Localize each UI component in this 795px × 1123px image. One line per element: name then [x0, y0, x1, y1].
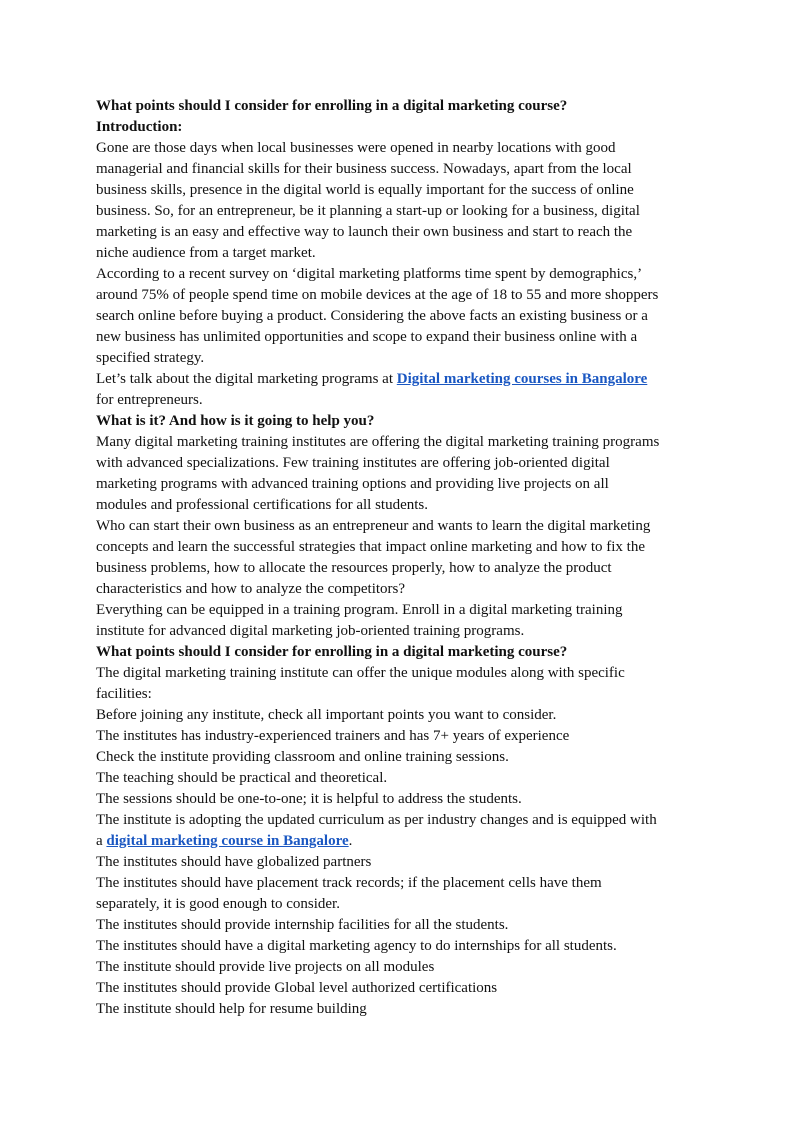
text-line: concepts and learn the successful strategies that impact online marketing and how to fix the [96, 539, 645, 555]
curriculum-line [96, 831, 704, 852]
text-line: with advanced specializations. Few training institutes are offering job-oriented digital [96, 455, 610, 471]
text-line: around 75% of people spend time on mobile devices at the age of 18 to 55 and more shoppers [96, 287, 659, 303]
help-paragraph-3 [96, 600, 704, 642]
list-item: The institutes should provide Global level authorized certifications [96, 980, 498, 996]
text-line: new business has unlimited opportunities and scope to expand their business online with a [96, 329, 638, 345]
curriculum-prefix: a [96, 833, 107, 849]
list-item: The sessions should be one-to-one; it is helpful to address the students. [96, 791, 522, 807]
list-item: The institutes should have a digital marketing agency to do internships for all students. [96, 938, 617, 954]
help-paragraph-2 [96, 516, 704, 600]
text-line: search online before buying a product. Considering the above facts an existing business or a [96, 308, 648, 324]
text-line: According to a recent survey on ‘digital marketing platforms time spent by demographics,’ [96, 266, 643, 282]
list-item: The institutes should have placement track records; if the placement cells have them [96, 875, 602, 891]
text-line: niche audience from a target market. [96, 245, 316, 261]
text-line: managerial and financial skills for their business success. Nowadays, apart from the local [96, 161, 632, 177]
points-heading: What points should I consider for enrolling in a digital marketing course? [96, 644, 568, 660]
text-line: Many digital marketing training institutes are offering the digital marketing training programs [96, 434, 660, 450]
help-paragraph-1 [96, 432, 704, 516]
list-item: separately, it is good enough to consider. [96, 896, 340, 912]
list-item: The institute should help for resume building [96, 1001, 367, 1017]
list-item: The teaching should be practical and theoretical. [96, 770, 388, 786]
list-item: The institute is adopting the updated curriculum as per industry changes and is equipped with [96, 812, 657, 828]
text-line: modules and professional certifications for all students. [96, 497, 428, 513]
intro-paragraph-1 [96, 138, 704, 264]
text-line: facilities: [96, 686, 152, 702]
text-line: business problems, how to allocate the resources properly, how to analyze the product [96, 560, 612, 576]
what-is-it-heading: What is it? And how is it going to help you? [96, 413, 375, 429]
bangalore-courses-link[interactable]: Digital marketing courses in Bangalore [396, 371, 648, 387]
list-item: Check the institute providing classroom and online training sessions. [96, 749, 509, 765]
text-line: Everything can be equipped in a training program. Enroll in a digital marketing training [96, 602, 623, 618]
intro-paragraph-2 [96, 264, 704, 369]
document-page [96, 96, 704, 1020]
text-line: business skills, presence in the digital world is equally important for the success of online [96, 182, 634, 198]
text-line: characteristics and how to analyze the competitors? [96, 581, 406, 597]
article-title: What points should I consider for enrolling in a digital marketing course? [96, 98, 568, 114]
text-line: for entrepreneurs. [96, 392, 203, 408]
programs-line [96, 369, 704, 390]
text-line: specified strategy. [96, 350, 205, 366]
text-line: business. So, for an entrepreneur, be it planning a start-up or looking for a business, digital [96, 203, 640, 219]
curriculum-suffix: . [348, 833, 353, 849]
text-line: Who can start their own business as an entrepreneur and wants to learn the digital marketing [96, 518, 651, 534]
list-item: The institutes should provide internship facilities for all the students. [96, 917, 509, 933]
text-line: institute for advanced digital marketing job-oriented training programs. [96, 623, 525, 639]
text-line: The digital marketing training institute can offer the unique modules along with specific [96, 665, 625, 681]
text-line: marketing programs with advanced training options and providing live projects on all [96, 476, 609, 492]
list-item: Before joining any institute, check all important points you want to consider. [96, 707, 557, 723]
list-item: The institutes has industry-experienced trainers and has 7+ years of experience [96, 728, 570, 744]
points-intro [96, 663, 704, 705]
programs-text: Let’s talk about the digital marketing programs at [96, 371, 397, 387]
list-item: The institute should provide live projects on all modules [96, 959, 435, 975]
list-item: The institutes should have globalized partners [96, 854, 372, 870]
text-line: marketing is an easy and effective way to launch their own business and start to reach the [96, 224, 633, 240]
points-list [96, 705, 704, 1020]
bangalore-course-link[interactable]: digital marketing course in Bangalore [106, 833, 349, 849]
text-line: Gone are those days when local businesses were opened in nearby locations with good [96, 140, 616, 156]
introduction-heading: Introduction: [96, 119, 183, 135]
